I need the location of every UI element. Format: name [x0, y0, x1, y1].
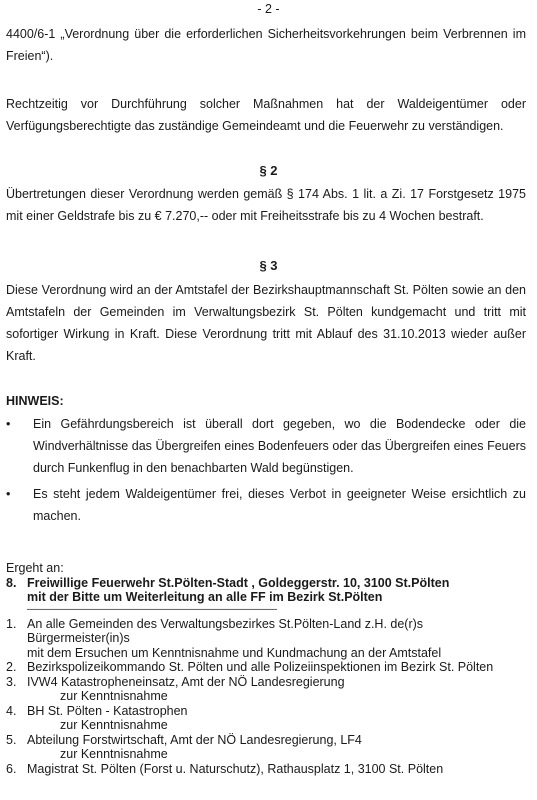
list-line: BH St. Pölten - Katastrophen	[27, 703, 188, 718]
list-line: Magistrat St. Pölten (Forst u. Naturschutz), Rathausplatz 1, 3100 St. Pölten	[27, 761, 444, 776]
section-3-heading: § 3	[259, 258, 278, 273]
paragraph-notification: Rechtzeitig vor Durchführung solcher Maßnahmen hat der Waldeigentümer oder Verfügungsberechtigte das zuständige Gemeindeamt und die Feuerwehr zu verständigen.	[6, 97, 526, 133]
list-line: zur Kenntnisnahme	[60, 689, 168, 703]
list-number: 1.	[6, 616, 17, 631]
list-number: 2.	[6, 660, 17, 674]
list-item	[6, 660, 531, 675]
list-line: mit dem Ersuchen um Kenntnisnahme und Kundmachung an der Amtstafel	[27, 645, 442, 660]
paragraph-regulation-reference: 4400/6-1 „Verordnung über die erforderlichen Sicherheitsvorkehrungen beim Verbrennen im Freien“).	[6, 27, 526, 63]
list-line: An alle Gemeinden des Verwaltungsbezirkes St.Pölten-Land z.H. de(r)s	[27, 616, 424, 631]
list-line: zur Kenntnisnahme	[60, 718, 168, 732]
hinweis-item	[6, 483, 526, 527]
list-line: Bezirkspolizeikommando St. Pölten und alle Polizeiinspektionen im Bezirk St. Pölten	[27, 660, 494, 674]
section-2-heading: § 2	[259, 163, 278, 178]
list-line: Abteilung Forstwirtschaft, Amt der NÖ Landesregierung, LF4	[27, 732, 362, 747]
hinweis-item-text: Es steht jedem Waldeigentümer frei, dieses Verbot in geeigneter Weise ersichtlich zu machen.	[33, 487, 526, 523]
list-line: IVW4 Katastropheneinsatz, Amt der NÖ Landesregierung	[27, 674, 345, 689]
list-item	[6, 675, 531, 704]
list-item	[6, 617, 531, 661]
list-number: 6.	[6, 761, 17, 776]
distribution-list	[6, 561, 531, 776]
list-line: Bürgermeister(in)s	[27, 631, 130, 645]
hinweis-heading: HINWEIS:	[6, 394, 64, 408]
bullet-icon: •	[6, 487, 11, 501]
list-line: mit der Bitte um Weiterleitung an alle FF im Bezirk St.Pölten	[27, 590, 383, 604]
hinweis-item-text: Ein Gefährdungsbereich ist überall dort gegeben, wo die Bodendecke oder die Windverhältnisse das Übergreifen eines Bodenfeuers oder das Übergreifen eines Feuers durch Funkenflug in den benachbarten Wald begünstigen.	[33, 417, 526, 475]
page-number: - 2 -	[257, 2, 280, 16]
list-item	[6, 762, 531, 777]
distribution-intro: Ergeht an:	[6, 561, 64, 575]
list-line: zur Kenntnisnahme	[60, 747, 168, 761]
paragraph-publication: Diese Verordnung wird an der Amtstafel der Bezirkshauptmannschaft St. Pölten sowie an den Amtstafeln der Gemeinden im Verwaltungsbezirk St. Pölten kundgemacht und tritt mit sofortiger Wirkung in Kraft. Diese Verordnung tritt mit Ablauf des 31.10.2013 wieder außer Kraft.	[6, 283, 526, 363]
list-number: 8.	[6, 575, 17, 590]
list-number: 5.	[6, 732, 17, 747]
hinweis-item	[6, 413, 526, 479]
list-item	[6, 704, 531, 733]
list-line: Freiwillige Feuerwehr St.Pölten-Stadt , Goldeggerstr. 10, 3100 St.Pölten	[27, 575, 450, 590]
separator-line: —————————————————————————	[27, 604, 277, 615]
list-number: 4.	[6, 703, 17, 718]
list-number: 3.	[6, 674, 17, 689]
list-item	[6, 733, 531, 762]
bullet-icon: •	[6, 417, 11, 431]
paragraph-penalties: Übertretungen dieser Verordnung werden gemäß § 174 Abs. 1 lit. a Zi. 17 Forstgesetz 1975 mit einer Geldstrafe bis zu € 7.270,-- oder mit Freiheitsstrafe bis zu 4 Wochen bestraft.	[6, 187, 526, 223]
distribution-featured-recipient	[6, 576, 531, 605]
